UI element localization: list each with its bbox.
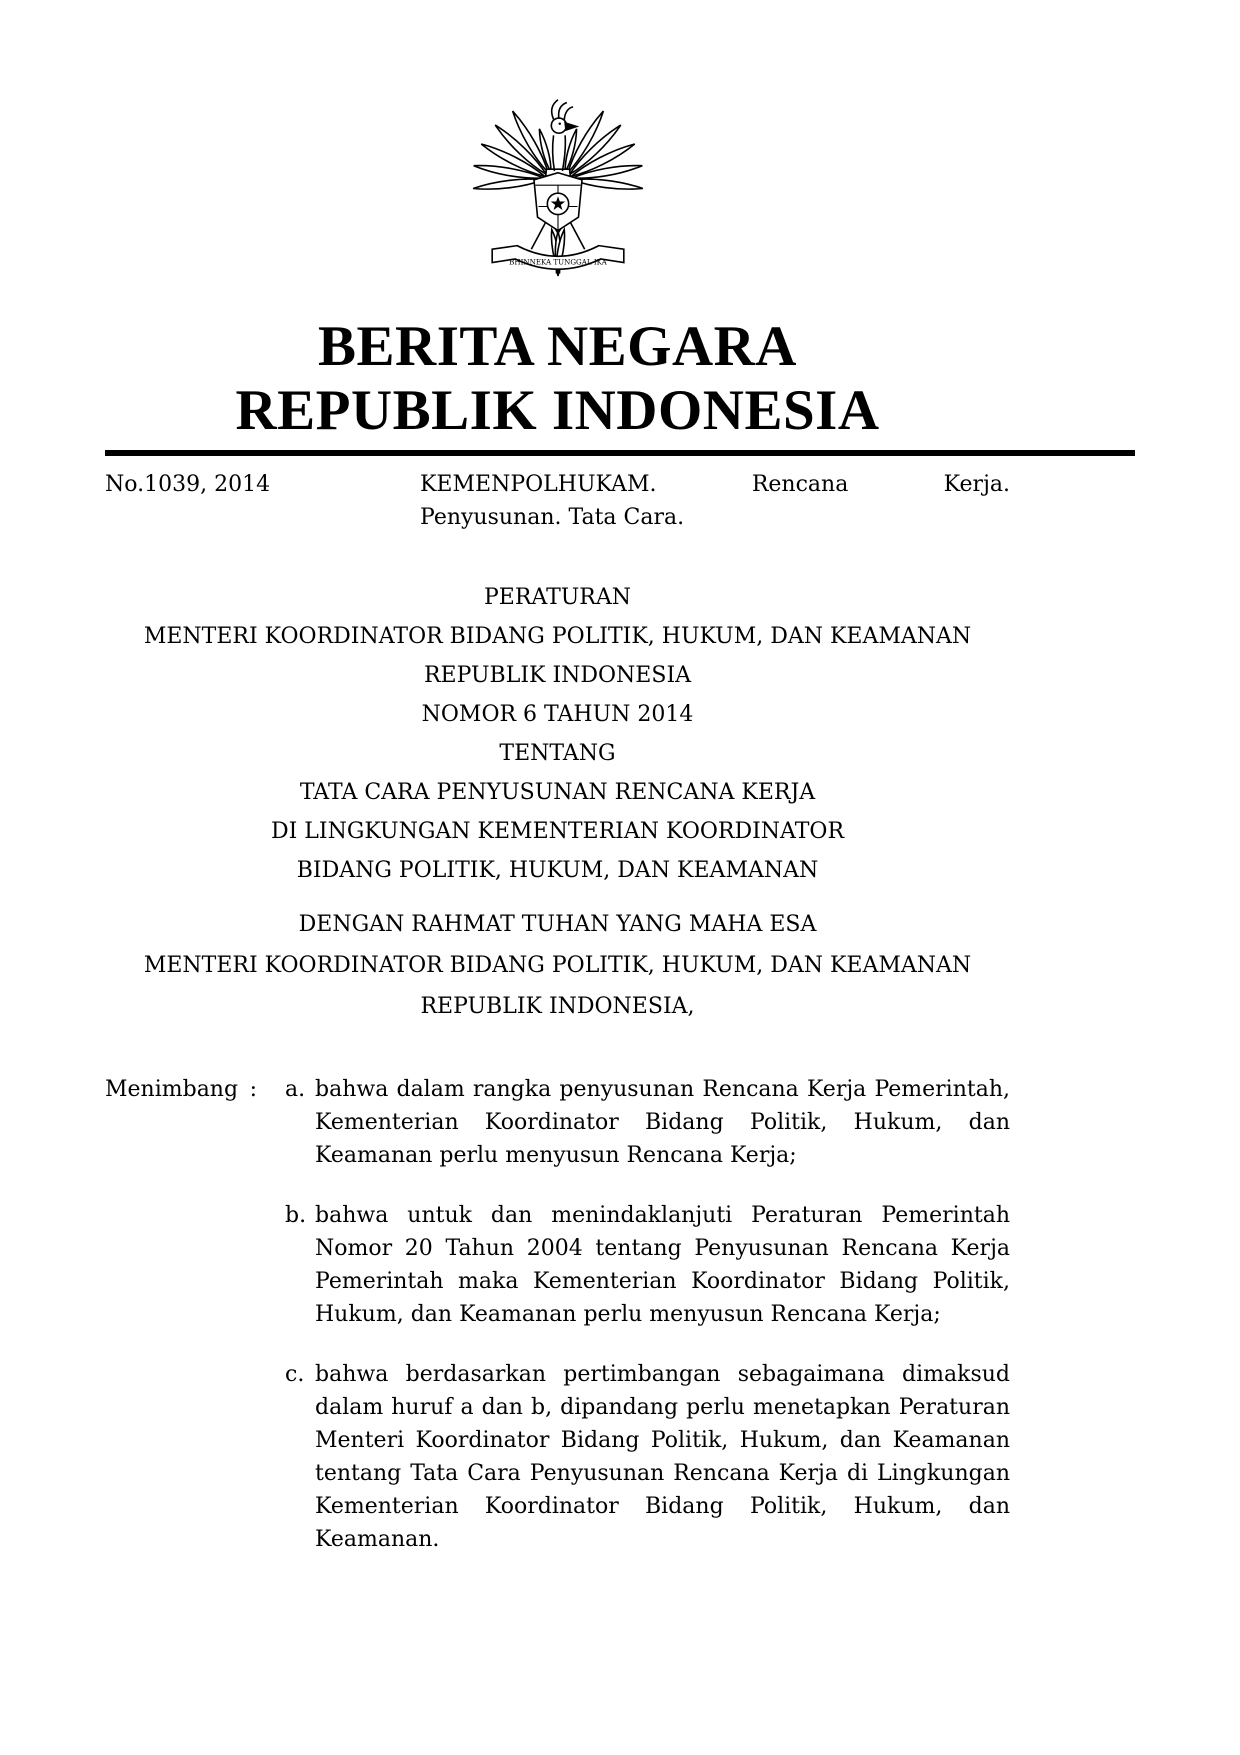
subject-line2: Penyusunan. Tata Cara.: [420, 504, 685, 530]
issue-number: No.1039, 2014: [105, 471, 271, 497]
considering-item-a: [285, 1073, 1010, 1172]
heading-line-menteri: MENTERI KOORDINATOR BIDANG POLITIK, HUKUM, DAN KEAMANAN: [143, 623, 972, 649]
pancasila-shield: [533, 173, 581, 231]
gazette-title-line2: REPUBLIK INDONESIA: [235, 379, 880, 443]
invocation-line3: REPUBLIK INDONESIA,: [420, 993, 695, 1019]
item-text: bahwa berdasarkan pertimbangan sebagaimana dimaksud dalam huruf a dan b, dipandang perlu menetapkan Peraturan Menteri Koordinator Bidang Politik, Hukum, dan Keamanan tentang Tata Cara Penyusunan Rencana Kerja di Lingkungan Kementerian Koordinator Bidang Politik, Hukum, dan Keamanan.: [315, 1361, 1010, 1552]
item-text: bahwa untuk dan menindaklanjuti Peraturan Pemerintah Nomor 20 Tahun 2004 tentang Penyusunan Rencana Kerja Pemerintah maka Kementerian Koordinator Bidang Politik, Hukum, dan Keamanan perlu menyusun Rencana Kerja;: [315, 1202, 1010, 1327]
heading-line-title2: DI LINGKUNGAN KEMENTERIAN KOORDINATOR: [270, 818, 845, 844]
subject-line1: KEMENPOLHUKAM. Rencana Kerja.: [420, 471, 1010, 497]
invocation-line2: MENTERI KOORDINATOR BIDANG POLITIK, HUKUM, DAN KEAMANAN: [143, 952, 972, 978]
item-letter: a.: [285, 1076, 306, 1102]
heading-line-title3: BIDANG POLITIK, HUKUM, DAN KEAMANAN: [296, 857, 819, 883]
heading-line-title1: TATA CARA PENYUSUNAN RENCANA KERJA: [299, 779, 816, 805]
masthead-rule: [105, 450, 1135, 456]
emblem-container: [105, 82, 1010, 291]
heading-line-tentang: TENTANG: [499, 740, 616, 766]
considering-item-c: [285, 1358, 1010, 1556]
item-letter: b.: [285, 1202, 307, 1228]
invocation-line1: DENGAN RAHMAT TUHAN YANG MAHA ESA: [298, 911, 817, 937]
considering-label-word: Menimbang: [105, 1076, 239, 1102]
considering-label-colon: :: [249, 1076, 257, 1102]
considering-items: [285, 1073, 1010, 1556]
gazette-title-line1: BERITA NEGARA: [318, 315, 797, 378]
gazette-title: [105, 315, 1010, 444]
neck-lines: [552, 135, 565, 171]
head: [551, 100, 576, 133]
subject-block: [420, 468, 1010, 534]
invocation-block: [105, 904, 1010, 1027]
heading-line-republik: REPUBLIK INDONESIA: [423, 662, 692, 688]
heading-line-peraturan: PERATURAN: [483, 584, 632, 610]
item-text: bahwa dalam rangka penyusunan Rencana Kerja Pemerintah, Kementerian Koordinator Bidang Politik, Hukum, dan Keamanan perlu menyusun Rencana Kerja;: [315, 1076, 1010, 1168]
considering-label: [105, 1073, 257, 1556]
considering-item-b: [285, 1199, 1010, 1331]
issue-row: [105, 468, 1010, 534]
heading-line-nomor: NOMOR 6 TAHUN 2014: [421, 701, 694, 727]
motto-text: BHINNEKA TUNGGAL IKA: [508, 257, 607, 267]
considering-section: [105, 1073, 1010, 1556]
item-letter: c.: [285, 1361, 305, 1387]
garuda-emblem-icon: [469, 82, 647, 291]
regulation-heading: [105, 578, 1010, 890]
